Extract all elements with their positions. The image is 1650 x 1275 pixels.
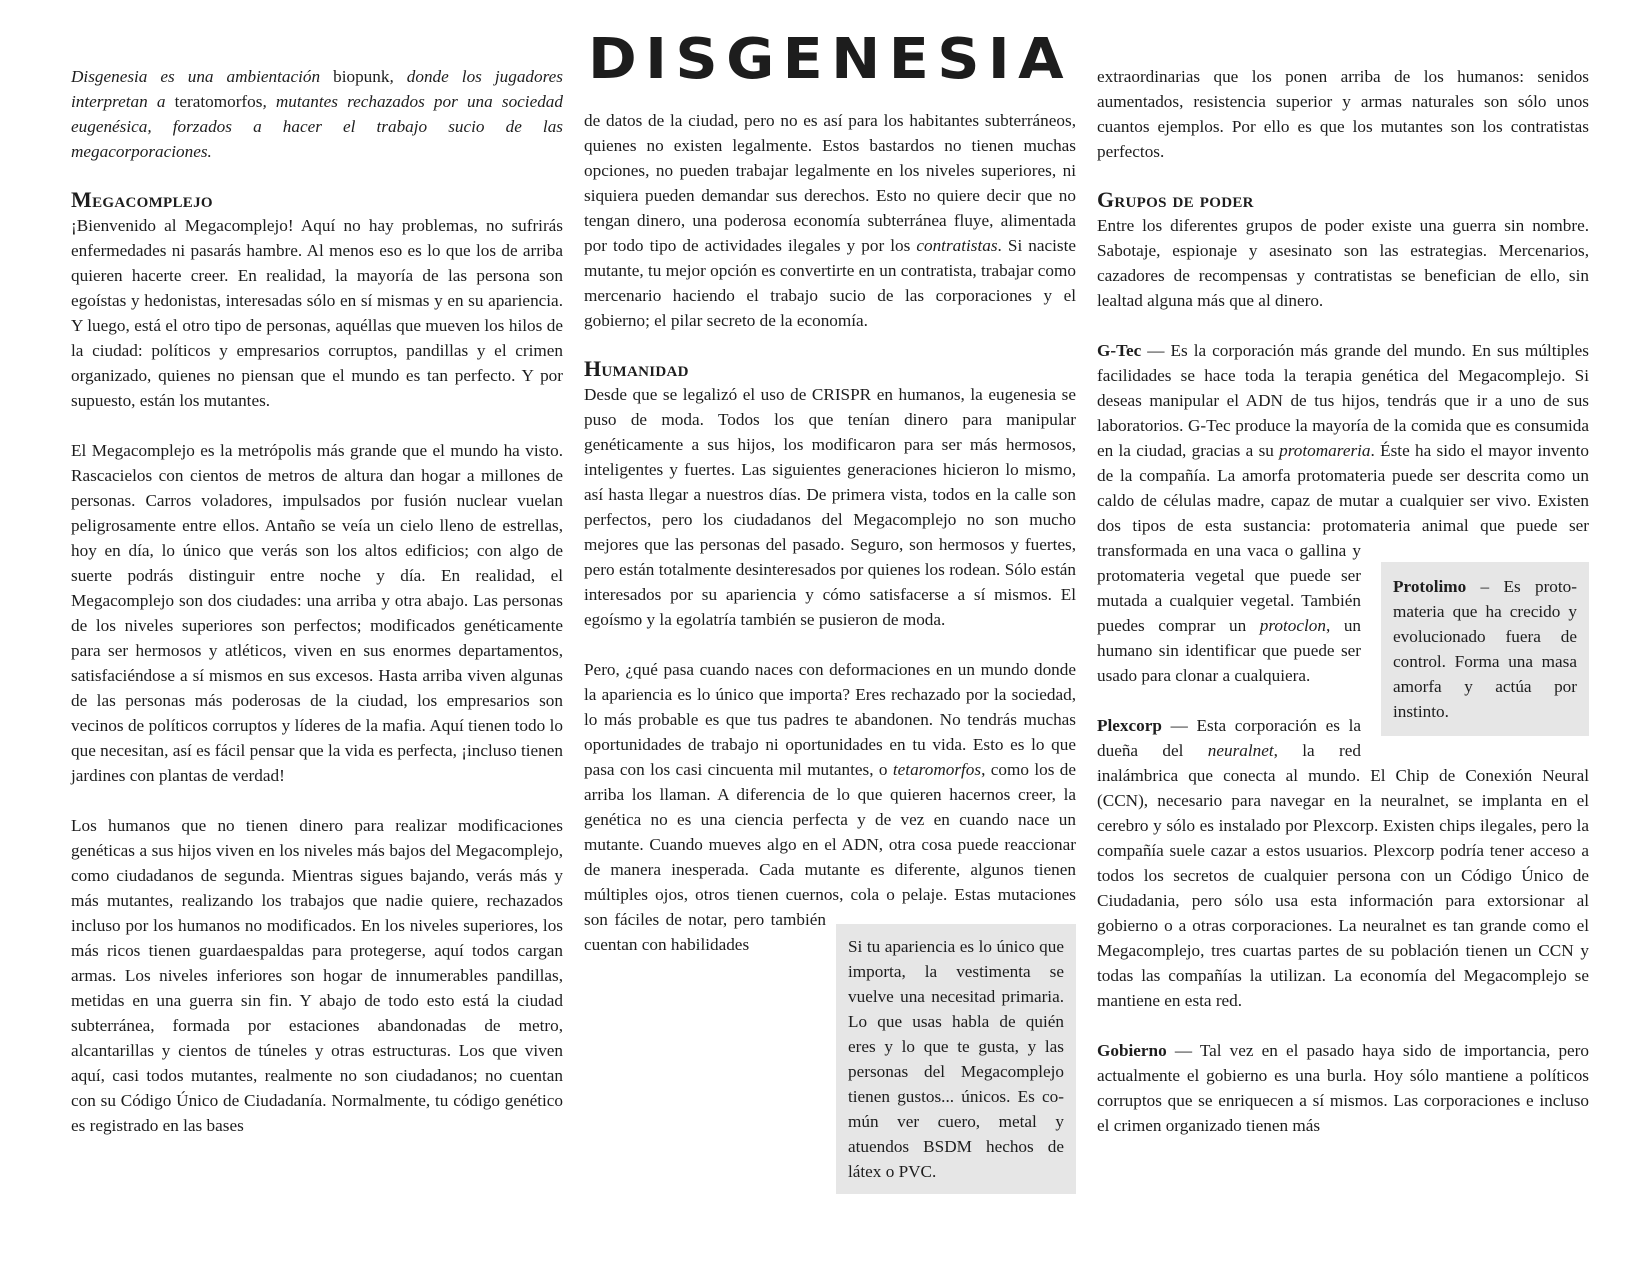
intro-text: , mutantes rechazados por una sociedad eugenésica, forzados a hacer el trabajo sucio de las megacorporaciones. (71, 92, 563, 161)
sidebox-text: Si tu apariencia es lo único que importa, la vestimenta se vuelve una necesitad primaria. Lo que usas habla de quién eres y lo que te gusta, y las personas del Megacomplejo tienen gustos... únicos. Es común ver cuero, metal y atuendos BSDM hechos de látex o PVC. (848, 937, 1064, 1181)
paragraph-with-sidebox (584, 657, 1076, 957)
paragraph: ¡Bienvenido al Megacomplejo! Aquí no hay problemas, no sufrirás enfermedades ni pasarás hambre. Al menos eso es lo que los de arriba quieren hacerte creer. En realidad, la mayoría de las persona son egoístas y hedonistas, interesadas sólo en sí mismas y en su apariencia. Y luego, está el otro tipo de personas, aquéllas que mueven los hilos de la ciudad: políticos y empresarios corruptos, pandillas y el crimen organizado, quienes no piensan que el mundo es tan perfecto. Y por supuesto, están los mutantes. (71, 216, 563, 410)
paragraph-gobierno (1097, 1038, 1589, 1138)
intro-paragraph (71, 64, 563, 164)
term-protomareria: protomareria (1279, 441, 1371, 460)
page-title-logo (584, 28, 1076, 86)
intro-text: Disgenesia es una ambientación (71, 67, 334, 86)
paragraph-text: Pero, ¿qué pasa cuando naces con deformaciones en un mundo donde la apariencia es lo único que importa? Eres rechazado por la sociedad, lo más probable es que tus padres te abandonen. No tendrás muchas oportunidades de trabajo ni oportunidades en tu vida. Esto es lo que pasa con los casi cincuenta mil mutantes, o (584, 660, 1076, 779)
intro-term-biopunk: biopunk (333, 67, 390, 86)
paragraph-text: , un humano sin identificar que puede ser usado para clonar a cualquiera. (1097, 616, 1361, 685)
paragraph-text: , como los de arriba los llaman. A diferencia de lo que quieren hacernos creer, la genética no es una ciencia perfecta y de vez en cuando nace un mutante. Cuando mueves algo en el ADN, otra cosa puede reaccionar de manera inesperada. Cada mutante es diferente, algunos tienen múltiples ojos, otros tienen cuernos, cola o pelaje. Estas mutaciones son fáciles de notar, pero también cuentan con habilidades (584, 760, 1076, 954)
paragraph-plexcorp (1097, 713, 1589, 1013)
paragraph (584, 657, 1076, 957)
term-protoclon: protoclon (1259, 616, 1326, 635)
section-heading-megacomplejo: Megacomplejo (71, 187, 213, 212)
paragraph-text: — Tal vez en el pasado haya sido de importancia, pero actualmente el gobierno es una burla. Hoy sólo mantiene a políticos corruptos que se enriquecen a sí mismos. Las corporaciones e incluso el crimen organizado tienen más (1097, 1041, 1589, 1135)
sidebox-title: Protolimo (1393, 577, 1467, 596)
term-tetaromorfos: tetaromorfos (892, 760, 982, 779)
paragraph-text: de datos de la ciudad, pero no es así para los habitantes subterráneos, quienes no existen legalmente. Estos bastardos no tienen muchas opciones, no pueden trabajar legalmente en los niveles superiores, ni siquiera pueden demandar sus derechos. Esto no quiere decir que no tengan dinero, una poderosa economía subterránea fluye, alimentada por todo tipo de actividades ilegales y por los (584, 111, 1076, 255)
column-1 (71, 64, 563, 1138)
paragraph: El Megacomplejo es la metrópolis más grande que el mundo ha visto. Rascacielos con cientos de metros de altura dan hogar a millones de personas. Carros voladores, impulsados por fusión nuclear vuelan peligrosamente entre ellos. Antaño se veía un cielo lleno de estrellas, hoy en día, lo único que verás son los altos edificios; con algo de suerte podrás distinguir entre noche y día. En realidad, el Megacomplejo son dos ciudades: una arriba y otra abajo. Las personas de los niveles superiores son perfectos; modificados genéticamente para ser hermosos y atléticos, viven en sus enormes departamentos, satisfaciéndose a sí mismos en sus excesos. Hasta arriba viven algunas de las personas más poderosas de la ciudad, los empresarios son vecinos de políticos corruptos y líderes de la mafia. Aquí tienen todo lo que necesitan, así es fácil pensar que la vida es perfecta, ¡incluso tienen jardines con plantas de verdad! (71, 441, 563, 785)
section-heading-humanidad: Humanidad (584, 356, 689, 381)
sidebox-text: – Es protomateria que ha crecido y evolucionado fuera de control. Forma una masa amorfa y actúa por instinto. (1393, 577, 1577, 721)
paragraph: extraordinarias que los ponen arriba de los humanos: senidos aumentados, resistencia superior y armas naturales son sólo unos cuantos ejemplos. Por ello es que los mutantes son los contratistas perfectos. (1097, 67, 1589, 161)
sidebox-vestimenta (836, 924, 1076, 1194)
paragraph: Los humanos que no tienen dinero para realizar modificaciones genéticas a sus hijos viven en los niveles más bajos del Megacomplejo, como ciudadanos de segunda. Mientras sigues bajando, verás más y más mutantes, realizando los trabajos que nadie quiere, rechazados incluso por los humanos no modificados. En los niveles superiores, los más ricos tienen guardaespaldas para protegerse, aquí todos cargan armas. Los niveles inferiores son hogar de innumerables pandillas, metidas en una guerra sin fin. Y abajo de todo esto está la ciudad subterránea, formada por estaciones abandonadas de metro, alcantarillas y cientos de túneles y otras estructuras. Los que viven aquí, casi todos mutantes, realmente no son ciudadanos; no cuentan con su Código Único de Ciudadanía. Normalmente, tu código genético es registrado en las bases (71, 816, 563, 1135)
paragraph-text: , la red inalámbrica que conecta al mundo. El Chip de Conexión Neural (CCN), necesario para navegar en la neuralnet, se implanta en el cerebro y sólo es instalado por Plexcorp. Existen chips ilegales, pero la compañía suele cazar a estos usuarios. Plexcorp podría tener acceso a todos los secretos de cualquier persona con un Código Único de Ciudadania, pero sólo usa esta información para extorsionar al gobierno o a otras corporaciones. La neuralnet es tan grande como el Megacomplejo, tres cuartas partes de su población tienen un CCN y todas las compañías la utilizan. La economía del Megacomplejo se mantiene en esta red. (1097, 741, 1589, 1010)
paragraph-text: . Si naciste mutante, tu mejor opción es convertirte en un contratista, trabajar como mercenario haciendo el trabajo sucio de las corporaciones y el gobierno; el pilar secreto de la economía. (584, 236, 1077, 330)
page-title: DISGENESIA (588, 28, 1072, 86)
paragraph (584, 108, 1076, 333)
paragraph-text: — Esta corporación es la dueña del (1097, 716, 1361, 760)
paragraph-text: . Éste ha sido el mayor invento de la compañía. La amorfa protomateria puede ser descrita como un caldo de células madre, capaz de mutar a cualquier ser vivo. Existen dos tipos de esta sustancia: protomateria animal que puede ser transformada en una vaca o gallina y protomateria vegetal que puede ser mutada a cualquier vegetal. También puedes comprar un (1097, 441, 1589, 635)
term-contratistas: contratistas (916, 236, 998, 255)
paragraph-text: — Es la corporación más grande del mundo. En sus múltiples facilidades se hace toda la terapia genética del Megacomplejo. Si deseas manipular el ADN de tus hijos, tendrás que ir a uno de sus laboratorios. G-Tec produce la mayoría de la comida que es consumida en la ciudad, gracias a su (1097, 341, 1589, 460)
intro-text: , donde los jugadores interpretan a (71, 67, 563, 111)
lead-gobierno: Gobierno (1097, 1041, 1167, 1060)
term-neuralnet: neuralnet (1207, 741, 1274, 760)
paragraph: Entre los diferentes grupos de poder existe una guerra sin nombre. Sabotaje, espionaje y asesinato son las estrategias. Mercenarios, cazadores de recompensas y contratistas se benefician de ello, sin lealtad alguna más que al dinero. (1097, 216, 1589, 310)
paragraph: Desde que se legalizó el uso de CRISPR en humanos, la eugenesia se puso de moda. Todos los que tenían dinero para manipular genéticamente a sus hijos, los modificaron para ser más hermosos, inteligentes y fuertes. Las siguientes generaciones hicieron lo mismo, así hasta llegar a nuestros días. De primera vista, todos en la calle son perfectos, pero los ciudadanos del Megacomplejo no son mucho mejores que las personas del pasado. Seguro, son hermosos y fuertes, pero están totalmente desinteresados por quienes los rodean. Sólo están interesados por su apariencia y cómo satisfacerse a sí mismos. El egoísmo y la egolatría también se pusieron de moda. (584, 385, 1076, 629)
intro-term-teratomorfos: teratomorfos (174, 92, 263, 111)
lead-gtec: G-Tec (1097, 341, 1142, 360)
lead-plexcorp: Plexcorp (1097, 716, 1162, 735)
section-heading-grupos-de-poder: Grupos de poder (1097, 187, 1254, 212)
sidebox-protolimo (1381, 562, 1589, 736)
